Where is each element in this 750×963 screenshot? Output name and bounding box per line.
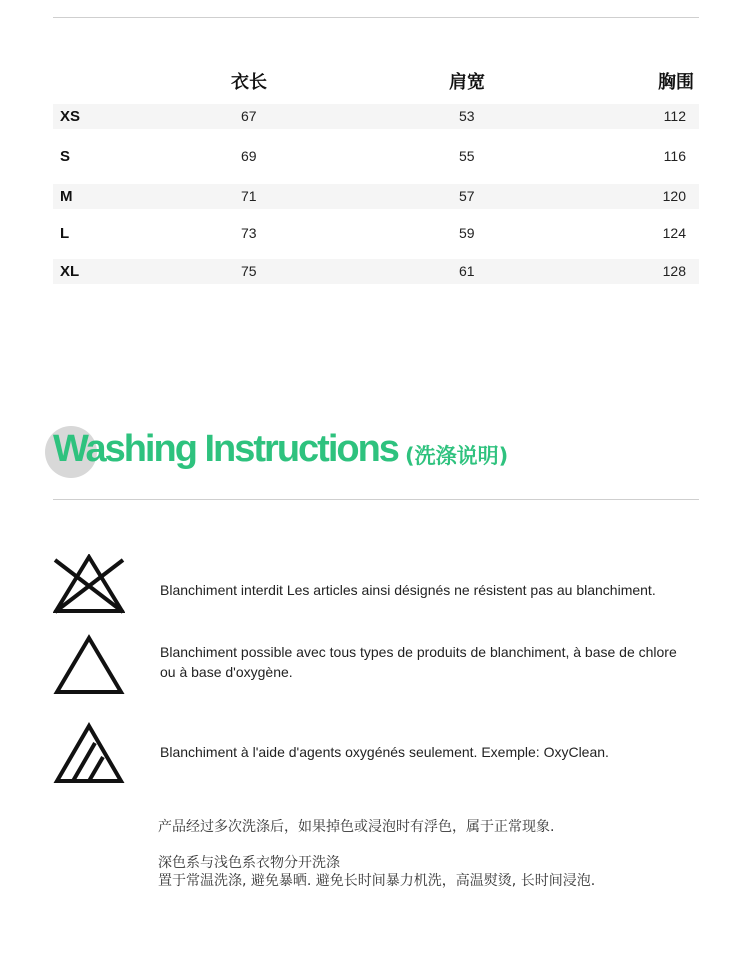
table-row — [53, 144, 699, 169]
washing-title: Washing Instructions — [53, 428, 398, 470]
size-label: M — [60, 188, 73, 205]
washing-subtitle: (洗涤说明) — [405, 444, 509, 468]
table-row — [53, 104, 699, 129]
chest-value: 116 — [663, 148, 686, 164]
size-label: XS — [60, 108, 81, 125]
chest-value: 120 — [662, 188, 686, 204]
table-row — [53, 259, 699, 284]
length-value: 71 — [241, 188, 257, 204]
size-label: XL — [60, 263, 80, 280]
size-label: L — [60, 225, 70, 242]
chest-value: 124 — [662, 225, 686, 241]
care-item-text: Blanchiment à l'aide d'agents oxygénés seulement. Exemple: OxyClean. — [160, 744, 609, 760]
care-item-text: Blanchiment possible avec tous types de produits de blanchiment, à base de chlore ou à base d'oxygène. — [160, 644, 677, 680]
shoulder-value: 57 — [459, 188, 475, 204]
section-divider — [53, 499, 699, 500]
washing-heading — [45, 424, 705, 480]
care-notes — [158, 818, 718, 890]
table-row — [53, 184, 699, 209]
table-header — [53, 64, 699, 100]
shoulder-value: 53 — [459, 108, 475, 124]
note-line: 置于常温洗涤, 避免暴晒. 避免长时间暴力机洗，高温熨烫, 长时间浸泡. — [158, 873, 596, 889]
chest-value: 128 — [662, 263, 686, 279]
note-line: 产品经过多次洗涤后，如果掉色或浸泡时有浮色，属于正常现象. — [158, 819, 555, 835]
shoulder-value: 61 — [459, 263, 475, 279]
size-table — [53, 64, 699, 284]
length-value: 73 — [241, 225, 257, 241]
length-value: 75 — [241, 263, 257, 279]
care-item-text: Blanchiment interdit Les articles ainsi désignés ne résistent pas au blanchiment. — [160, 582, 656, 598]
top-divider — [53, 17, 699, 18]
shoulder-value: 59 — [459, 225, 475, 241]
header-chest: 胸围 — [658, 72, 694, 93]
chest-value: 112 — [663, 108, 686, 124]
table-row — [53, 221, 699, 246]
no-bleach-icon — [53, 554, 125, 616]
header-length: 衣长 — [231, 72, 267, 93]
length-value: 69 — [241, 148, 257, 164]
note-line: 深色系与浅色系衣物分开洗涤 — [158, 855, 340, 871]
oxygen-bleach-only-icon — [53, 722, 125, 784]
header-shoulder: 肩宽 — [449, 72, 485, 93]
bleach-allowed-icon — [53, 634, 125, 696]
size-label: S — [60, 148, 71, 165]
shoulder-value: 55 — [459, 148, 475, 164]
length-value: 67 — [241, 108, 257, 124]
